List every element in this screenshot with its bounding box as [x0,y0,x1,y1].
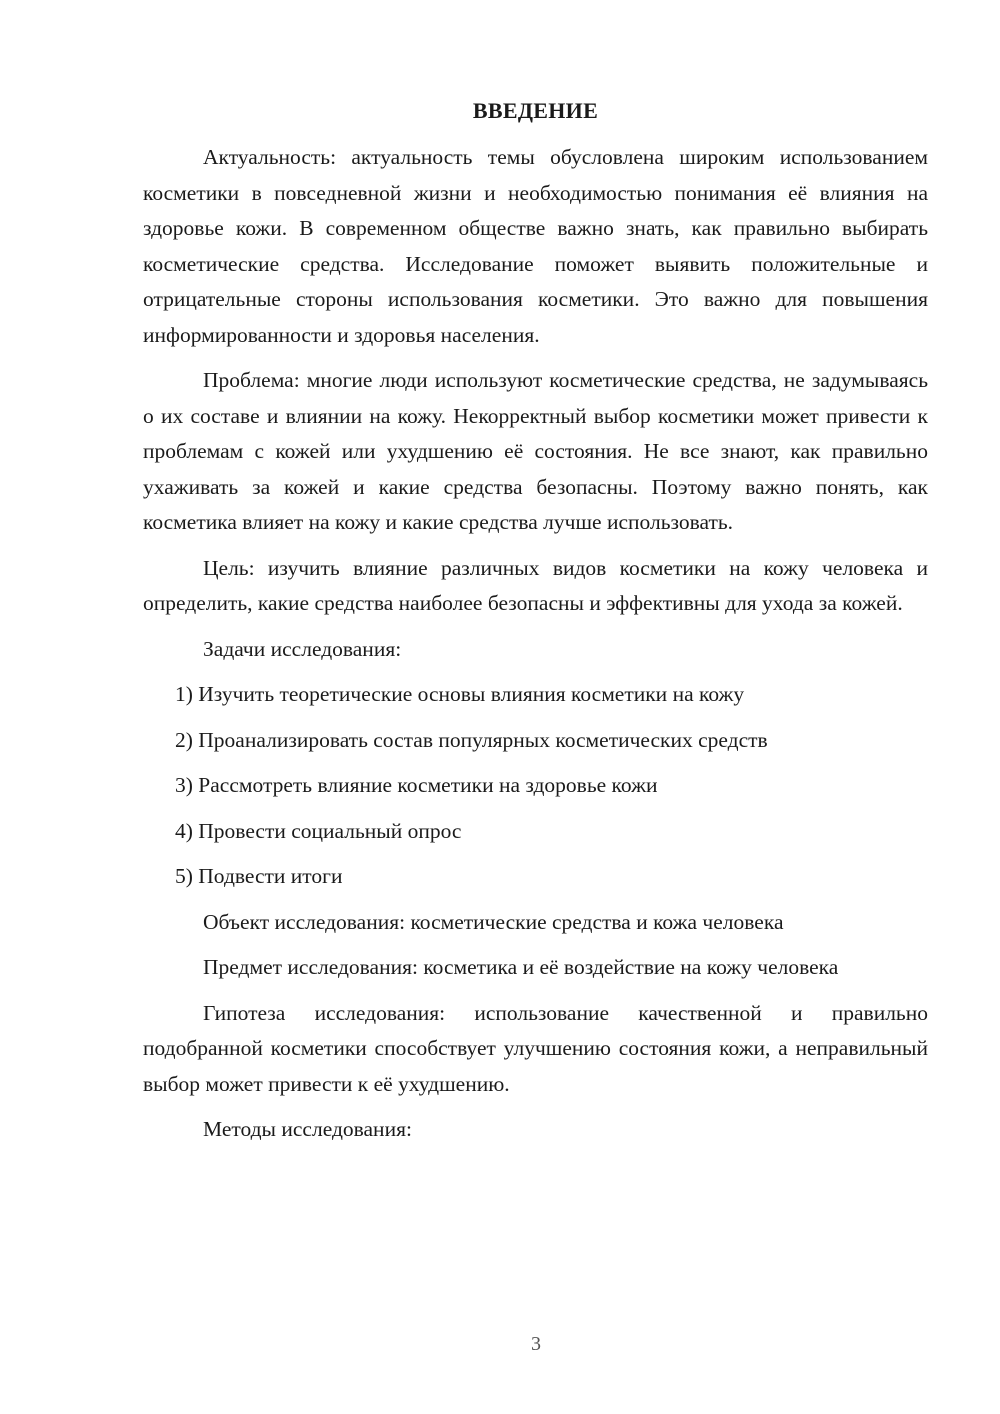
list-item: 2) Проанализировать состав популярных косметических средств [175,727,768,752]
object-paragraph: Объект исследования: косметические средства и кожа человека [203,909,784,934]
page-number: 3 [531,1333,541,1355]
list-item: 4) Провести социальный опрос [175,818,462,843]
relevance-paragraph: Актуальность: актуальность темы обусловлена широким использованием косметики в повседневной жизни и необходимостью понимания её влияния на здоровье кожи. В современном обществе важно знать, как правильно выбирать косметические средства. Исследование поможет выявить положительные и отрицательные стороны использования косметики. Это важно для повышения информированности и здоровья населения. [143,145,928,347]
list-item: 1) Изучить теоретические основы влияния косметики на кожу [175,682,745,706]
list-item: 5) Подвести итоги [175,864,343,888]
list-item: 3) Рассмотреть влияние косметики на здоровье кожи [175,773,658,797]
problem-paragraph: Проблема: многие люди используют косметические средства, не задумываясь о их составе и влиянии на кожу. Некорректный выбор косметики может привести к проблемам с кожей или ухудшению её состояния. Не все знают, как правильно ухаживать за кожей и какие средства безопасны. Поэтому важно понять, как косметика влияет на кожу и какие средства лучше использовать. [143,368,928,534]
subject-paragraph: Предмет исследования: косметика и её воздействие на кожу человека [203,955,839,979]
tasks-list [143,677,928,895]
page-title: ВВЕДЕНИЕ [472,98,599,123]
hypothesis-paragraph: Гипотеза исследования: использование качественной и правильно подобранной косметики способствует улучшению состояния кожи, а неправильный выбор может привести к её ухудшению. [143,1000,928,1096]
methods-heading: Методы исследования: [203,1117,412,1141]
goal-paragraph: Цель: изучить влияние различных видов косметики на кожу человека и определить, какие средства наиболее безопасны и эффективны для ухода за кожей. [143,555,928,615]
document-page [143,96,928,1158]
tasks-heading: Задачи исследования: [203,636,402,661]
